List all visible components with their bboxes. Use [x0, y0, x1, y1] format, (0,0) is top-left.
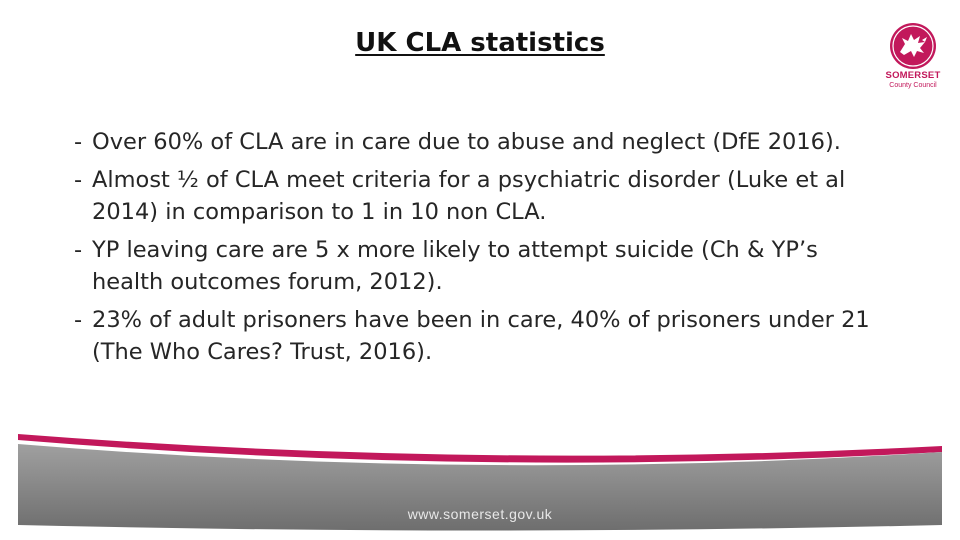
bullet-item [74, 234, 894, 298]
bullet-item [74, 126, 894, 158]
bullet-marker: - [74, 129, 83, 155]
logo-name: SOMERSET [885, 70, 941, 81]
logo-subtitle: County Council [889, 82, 937, 89]
bullet-marker: - [74, 167, 83, 193]
slide-title: UK CLA statistics [355, 28, 605, 58]
bullet-item [74, 164, 894, 228]
bullet-marker: - [74, 237, 83, 263]
bullet-text: 23% of adult prisoners have been in care, 40% of prisoners under 21 (The Who Cares? Trust, 2016). [92, 307, 870, 365]
bullet-marker: - [74, 307, 83, 333]
bullet-text: Almost ½ of CLA meet criteria for a psychiatric disorder (Luke et al 2014) in comparison to 1 in 10 non CLA. [92, 167, 846, 225]
bullet-text: Over 60% of CLA are in care due to abuse and neglect (DfE 2016). [92, 129, 841, 155]
bullet-item [74, 304, 894, 368]
somerset-logo [878, 22, 948, 98]
footer-url: www.somerset.gov.uk [407, 506, 553, 522]
footer-band [0, 420, 960, 540]
dragon-icon [878, 22, 948, 70]
bullet-text: YP leaving care are 5 x more likely to attempt suicide (Ch & YP’s health outcomes forum, 2012). [92, 237, 818, 295]
bullet-list [74, 126, 894, 374]
